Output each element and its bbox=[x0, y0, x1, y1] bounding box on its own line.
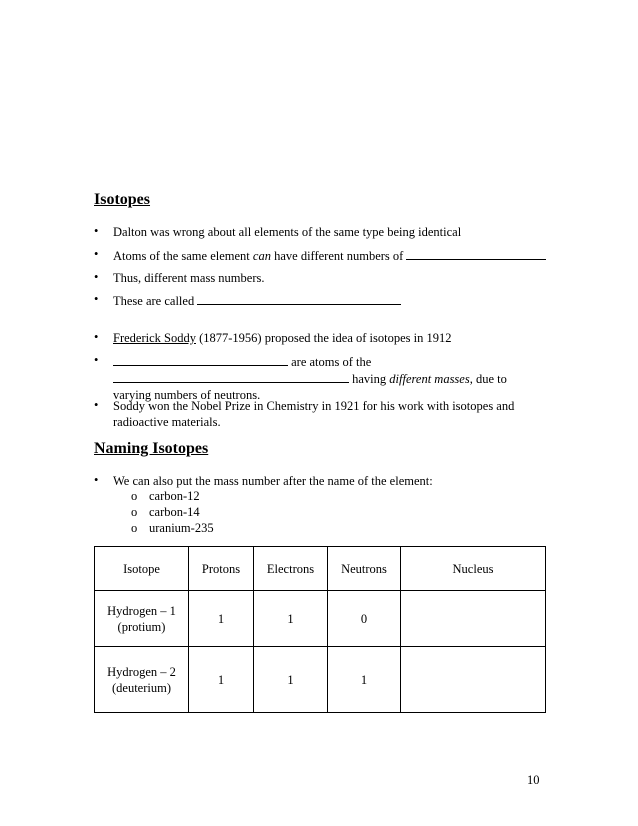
table-cell: 1 bbox=[254, 647, 328, 713]
example-item: o carbon-12 bbox=[131, 489, 200, 503]
bullet-text: Thus, different mass numbers. bbox=[113, 271, 265, 285]
circle-bullet-icon: o bbox=[131, 505, 138, 519]
answer-blank[interactable] bbox=[197, 292, 401, 305]
bullet-text: These are called bbox=[113, 292, 553, 309]
bullet-icon: • bbox=[94, 353, 99, 367]
bullet-icon: • bbox=[94, 330, 99, 344]
nucleus-cell[interactable] bbox=[401, 591, 546, 647]
bullet-icon: • bbox=[94, 398, 99, 412]
circle-bullet-icon: o bbox=[131, 489, 138, 503]
table-cell: Hydrogen – 2 (deuterium) bbox=[95, 647, 189, 713]
bullet-text: are atoms of the having different masses, due to varying numbers of neutrons. bbox=[113, 355, 507, 402]
answer-blank[interactable] bbox=[113, 370, 349, 383]
table-header: Nucleus bbox=[401, 547, 546, 591]
answer-blank[interactable] bbox=[113, 353, 288, 366]
bullet-text: Dalton was wrong about all elements of the same type being identical bbox=[113, 225, 462, 239]
table-cell: 1 bbox=[189, 647, 254, 713]
bullet-text: Soddy won the Nobel Prize in Chemistry in 1921 for his work with isotopes and radioactive materials. bbox=[113, 399, 515, 429]
table-header-row bbox=[95, 547, 546, 591]
table-row bbox=[95, 591, 546, 647]
table-cell: 0 bbox=[328, 591, 401, 647]
page-number: 10 bbox=[527, 773, 540, 787]
bullet-text: Atoms of the same element can have different numbers of bbox=[113, 247, 553, 264]
answer-blank[interactable] bbox=[406, 247, 546, 260]
bullet-icon: • bbox=[94, 224, 99, 238]
bullet-icon: • bbox=[94, 247, 99, 261]
bullet-icon: • bbox=[94, 292, 99, 306]
circle-bullet-icon: o bbox=[131, 521, 138, 535]
bullet-text: We can also put the mass number after the name of the element: bbox=[113, 474, 433, 488]
table-header: Isotope bbox=[95, 547, 189, 591]
isotope-table bbox=[94, 546, 546, 713]
table-cell: 1 bbox=[328, 647, 401, 713]
table-cell: 1 bbox=[254, 591, 328, 647]
table-header: Neutrons bbox=[328, 547, 401, 591]
example-item: o uranium-235 bbox=[131, 521, 214, 535]
isotopes-heading: Isotopes bbox=[94, 191, 151, 208]
table-header: Protons bbox=[189, 547, 254, 591]
table-row bbox=[95, 647, 546, 713]
bullet-icon: • bbox=[94, 473, 99, 487]
table-cell: Hydrogen – 1 (protium) bbox=[95, 591, 189, 647]
table-cell: 1 bbox=[189, 591, 254, 647]
bullet-text: Frederick Soddy (1877-1956) proposed the idea of isotopes in 1912 bbox=[113, 331, 452, 345]
nucleus-cell[interactable] bbox=[401, 647, 546, 713]
naming-isotopes-heading: Naming Isotopes bbox=[94, 440, 209, 457]
bullet-icon: • bbox=[94, 270, 99, 284]
table-header: Electrons bbox=[254, 547, 328, 591]
example-item: o carbon-14 bbox=[131, 505, 200, 519]
